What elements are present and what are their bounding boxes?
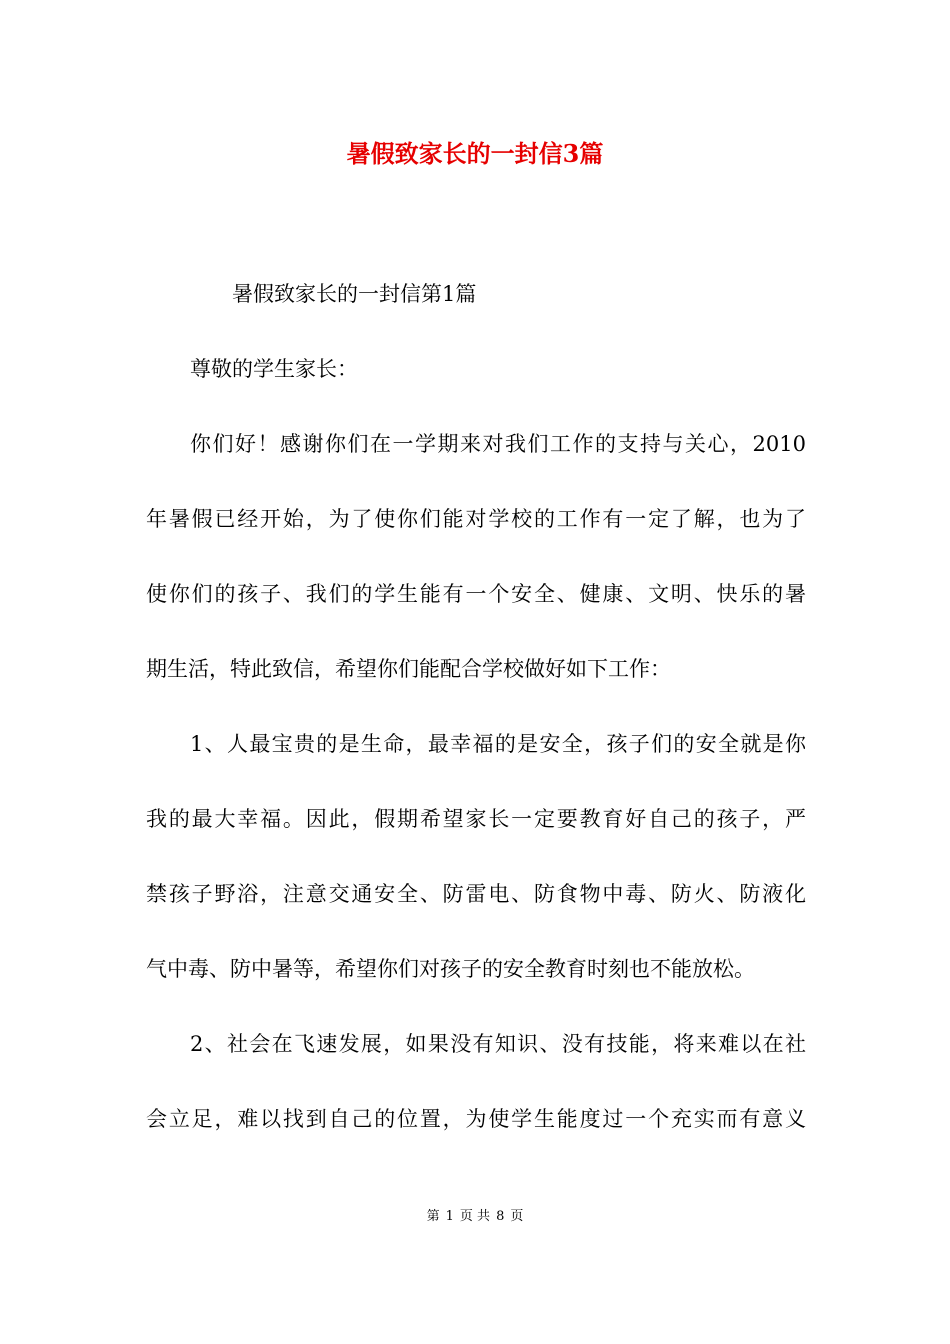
body-line: 期生活，特此致信，希望你们能配合学校做好如下工作： [146,657,671,681]
footer-middle: 页 共 [459,1209,491,1224]
section-heading: 暑假致家长的一封信第1篇 [232,282,477,306]
body-line: 气中毒、防中暑等，希望你们对孩子的安全教育时刻也不能放松。 [146,957,755,981]
footer-total-pages: 8 [496,1209,505,1224]
body-line: 你们好！感谢你们在一学期来对我们工作的支持与关心，2010 [190,432,806,456]
footer-current-page: 1 [445,1209,454,1224]
salutation: 尊敬的学生家长： [190,357,358,381]
body-line: 我的最大幸福。因此，假期希望家长一定要教育好自己的孩子，严 [146,807,806,831]
body-line: 会立足，难以找到自己的位置，为使学生能度过一个充实而有意义 [146,1107,806,1131]
body-line: 1、人最宝贵的是生命，最幸福的是安全，孩子们的安全就是你 [190,732,806,756]
body-line: 使你们的孩子、我们的学生能有一个安全、健康、文明、快乐的暑 [146,582,806,606]
body-line: 禁孩子野浴，注意交通安全、防雷电、防食物中毒、防火、防液化 [146,882,806,906]
body-line: 2、社会在飞速发展，如果没有知识、没有技能，将来难以在社 [190,1032,806,1056]
body-line: 年暑假已经开始，为了使你们能对学校的工作有一定了解，也为了 [146,507,806,531]
footer-prefix: 第 [426,1209,440,1224]
document-title: 暑假致家长的一封信3篇 [346,139,604,168]
footer-suffix: 页 [510,1209,524,1224]
page-footer [0,1207,950,1227]
